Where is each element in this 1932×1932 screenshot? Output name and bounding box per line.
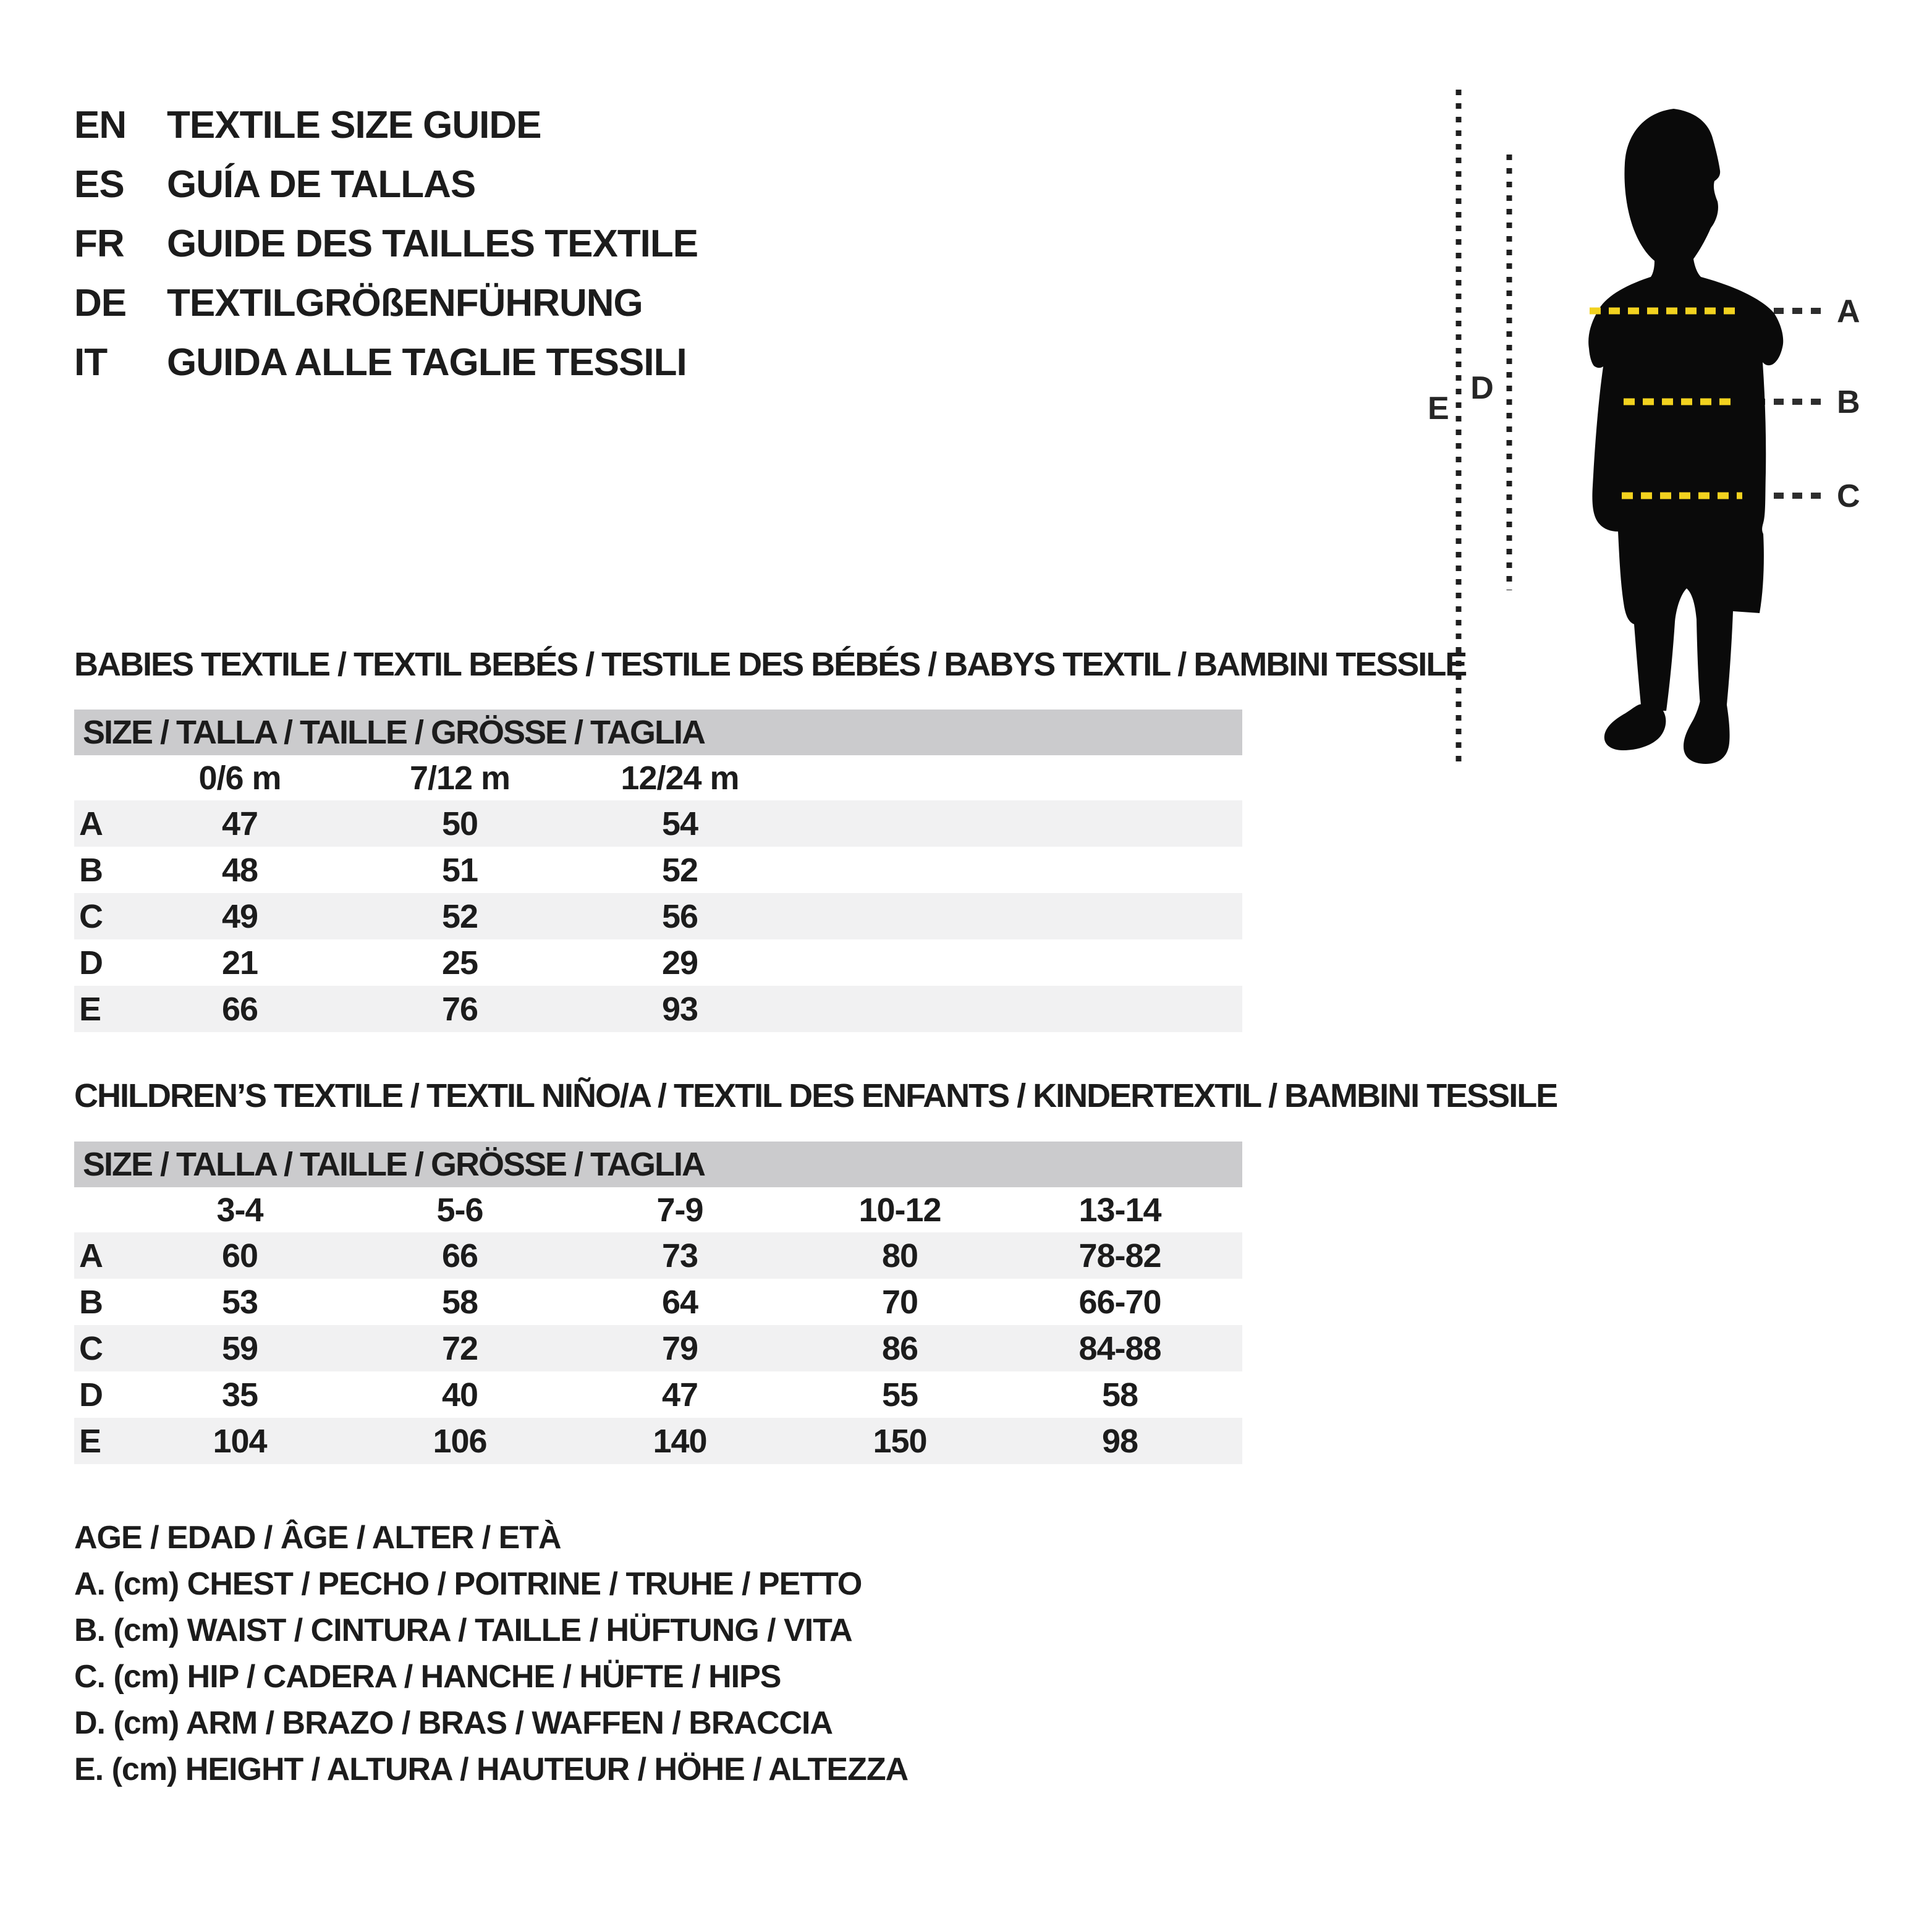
language-title: TEXTILGRÖßENFÜHRUNG	[167, 281, 643, 324]
language-code: IT	[74, 341, 108, 384]
row-label: B	[79, 1283, 103, 1321]
cell-value: 140	[653, 1422, 707, 1460]
children-section-heading: CHILDREN’S TEXTILE / TEXTIL NIÑO/A / TEXTIL DES ENFANTS / KINDERTEXTIL / BAMBINI TESSILE	[74, 1077, 1557, 1114]
row-label: B	[79, 851, 103, 889]
cell-value: 60	[221, 1237, 258, 1274]
cell-value: 55	[881, 1376, 918, 1413]
cell-value: 56	[661, 897, 698, 935]
language-title: GUIDE DES TAILLES TEXTILE	[167, 222, 698, 265]
legend-age-line: AGE / EDAD / ÂGE / ALTER / ETÀ	[74, 1520, 561, 1556]
children-column-header-row	[74, 1187, 1242, 1232]
cell-value: 51	[441, 851, 478, 889]
babies-col-12-24m: 12/24 m	[621, 759, 739, 797]
children-col-3-4: 3-4	[216, 1191, 263, 1229]
left-shoe-shape	[1604, 704, 1666, 751]
cell-value: 64	[661, 1283, 698, 1321]
row-label: D	[79, 1376, 103, 1413]
right-shoe-shape	[1684, 697, 1730, 764]
row-label: A	[79, 1237, 103, 1274]
table-row-e	[74, 1418, 1242, 1464]
label-chest-a: A	[1837, 294, 1860, 329]
cell-value: 54	[661, 805, 698, 842]
cell-value: 58	[1101, 1376, 1138, 1413]
measurement-figure	[1421, 0, 1932, 820]
cell-value: 93	[661, 990, 698, 1028]
babies-col-7-12m: 7/12 m	[409, 759, 511, 797]
cell-value: 21	[221, 944, 258, 981]
language-row-en	[74, 95, 698, 155]
table-row-b	[74, 847, 1242, 893]
cell-value: 47	[221, 805, 258, 842]
table-row-b	[74, 1279, 1242, 1325]
cell-value: 47	[661, 1376, 698, 1413]
table-row-c	[74, 1325, 1242, 1371]
cell-value: 66	[221, 990, 258, 1028]
cell-value: 58	[441, 1283, 478, 1321]
cell-value: 86	[881, 1329, 918, 1367]
cell-value: 80	[881, 1237, 918, 1274]
language-row-it	[74, 333, 698, 392]
label-arm-d: D	[1470, 370, 1494, 406]
babies-size-header-bar: SIZE / TALLA / TAILLE / GRÖSSE / TAGLIA	[74, 710, 1242, 755]
table-row-e	[74, 986, 1242, 1032]
row-label: C	[79, 1329, 103, 1367]
cell-value: 49	[221, 897, 258, 935]
legend-height-line: E. (cm) HEIGHT / ALTURA / HAUTEUR / HÖHE / ALTEZZA	[74, 1752, 909, 1787]
cell-value: 84-88	[1078, 1329, 1161, 1367]
children-size-table	[74, 1142, 1242, 1464]
language-code: DE	[74, 281, 127, 324]
cell-value: 53	[221, 1283, 258, 1321]
cell-value: 50	[441, 805, 478, 842]
language-code: FR	[74, 222, 124, 265]
cell-value: 40	[441, 1376, 478, 1413]
cell-value: 52	[441, 897, 478, 935]
children-col-13-14: 13-14	[1078, 1191, 1161, 1229]
table-row-a	[74, 1232, 1242, 1279]
language-row-fr	[74, 214, 698, 273]
children-col-7-9: 7-9	[656, 1191, 703, 1229]
table-row-d	[74, 939, 1242, 986]
child-silhouette	[1588, 109, 1783, 764]
babies-column-header-row	[74, 755, 1242, 800]
row-label: C	[79, 897, 103, 935]
cell-value: 72	[441, 1329, 478, 1367]
row-label: D	[79, 944, 103, 981]
babies-col-0-6m: 0/6 m	[198, 759, 281, 797]
table-row-d	[74, 1371, 1242, 1418]
cell-value: 70	[881, 1283, 918, 1321]
cell-value: 106	[433, 1422, 487, 1460]
cell-value: 66	[441, 1237, 478, 1274]
measurement-legend	[74, 1515, 908, 1793]
language-row-es	[74, 155, 698, 214]
language-row-de	[74, 273, 698, 333]
cell-value: 59	[221, 1329, 258, 1367]
label-hip-c: C	[1837, 478, 1860, 514]
babies-section-heading: BABIES TEXTILE / TEXTIL BEBÉS / TESTILE DES BÉBÉS / BABYS TEXTIL / BAMBINI TESSILE	[74, 646, 1467, 683]
cell-value: 104	[213, 1422, 267, 1460]
cell-value: 73	[661, 1237, 698, 1274]
table-row-c	[74, 893, 1242, 939]
legend-waist-line: B. (cm) WAIST / CINTURA / TAILLE / HÜFTUNG / VITA	[74, 1612, 852, 1648]
cell-value: 98	[1101, 1422, 1138, 1460]
language-title: GUIDA ALLE TAGLIE TESSILI	[167, 341, 687, 384]
cell-value: 52	[661, 851, 698, 889]
row-label: E	[79, 990, 101, 1028]
language-title: GUÍA DE TALLAS	[167, 163, 476, 206]
table-row-a	[74, 800, 1242, 847]
child-body-shape	[1588, 109, 1783, 711]
cell-value: 78-82	[1078, 1237, 1161, 1274]
cell-value: 25	[441, 944, 478, 981]
language-code: ES	[74, 163, 124, 206]
cell-value: 76	[441, 990, 478, 1028]
legend-chest-line: A. (cm) CHEST / PECHO / POITRINE / TRUHE / PETTO	[74, 1566, 862, 1602]
language-title-list	[74, 95, 698, 392]
cell-value: 150	[873, 1422, 927, 1460]
children-size-header-bar: SIZE / TALLA / TAILLE / GRÖSSE / TAGLIA	[74, 1142, 1242, 1187]
language-title: TEXTILE SIZE GUIDE	[167, 103, 541, 146]
language-code: EN	[74, 103, 127, 146]
label-height-e: E	[1428, 391, 1449, 426]
row-label: E	[79, 1422, 101, 1460]
cell-value: 29	[661, 944, 698, 981]
cell-value: 66-70	[1078, 1283, 1161, 1321]
children-col-10-12: 10-12	[858, 1191, 941, 1229]
babies-size-table	[74, 710, 1242, 1032]
legend-arm-line: D. (cm) ARM / BRAZO / BRAS / WAFFEN / BRACCIA	[74, 1705, 833, 1741]
legend-hip-line: C. (cm) HIP / CADERA / HANCHE / HÜFTE / HIPS	[74, 1659, 781, 1695]
cell-value: 48	[221, 851, 258, 889]
cell-value: 79	[661, 1329, 698, 1367]
label-waist-b: B	[1837, 384, 1860, 420]
row-label: A	[79, 805, 103, 842]
cell-value: 35	[221, 1376, 258, 1413]
children-col-5-6: 5-6	[436, 1191, 483, 1229]
